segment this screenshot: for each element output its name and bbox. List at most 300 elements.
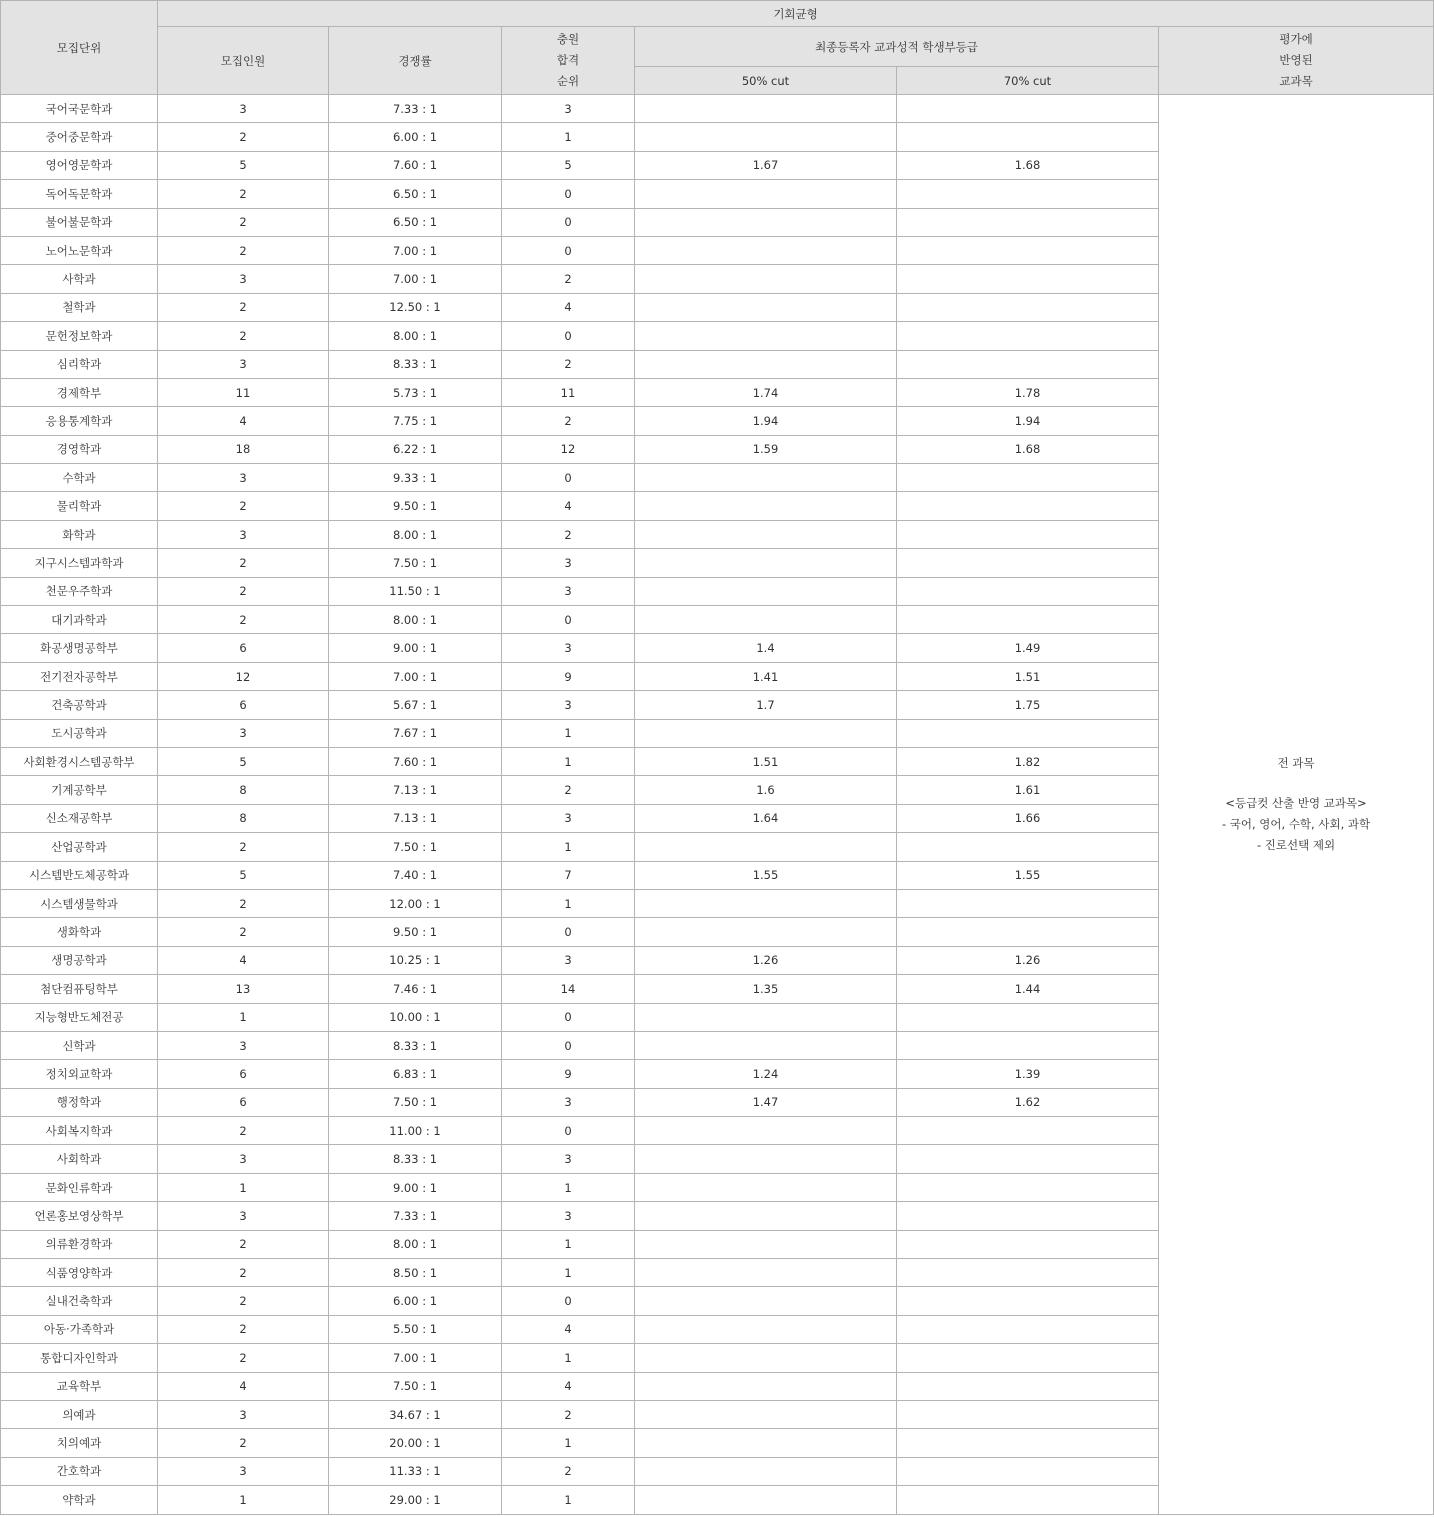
quota-cell: 1 <box>158 1486 329 1514</box>
rank-cell: 11 <box>502 378 635 406</box>
rank-cell: 4 <box>502 293 635 321</box>
quota-cell: 3 <box>158 1145 329 1173</box>
header-rank-line3: 순위 <box>556 74 580 88</box>
rank-cell: 7 <box>502 861 635 889</box>
quota-cell: 2 <box>158 918 329 946</box>
quota-cell: 3 <box>158 350 329 378</box>
quota-cell: 12 <box>158 662 329 690</box>
unit-cell: 전기전자공학부 <box>1 662 158 690</box>
cut50-cell <box>635 1400 897 1428</box>
cut70-cell <box>897 1287 1159 1315</box>
cut70-cell <box>897 520 1159 548</box>
unit-cell: 철학과 <box>1 293 158 321</box>
ratio-cell: 29.00 : 1 <box>329 1486 502 1514</box>
rank-cell: 2 <box>502 350 635 378</box>
ratio-cell: 8.50 : 1 <box>329 1259 502 1287</box>
cut50-cell <box>635 1344 897 1372</box>
ratio-cell: 7.50 : 1 <box>329 833 502 861</box>
rank-cell: 1 <box>502 833 635 861</box>
unit-cell: 지능형반도체전공 <box>1 1003 158 1031</box>
ratio-cell: 6.22 : 1 <box>329 435 502 463</box>
quota-cell: 3 <box>158 520 329 548</box>
cut70-cell <box>897 208 1159 236</box>
header-rank <box>502 27 635 95</box>
quota-cell: 3 <box>158 719 329 747</box>
unit-cell: 정치외교학과 <box>1 1060 158 1088</box>
ratio-cell: 9.50 : 1 <box>329 492 502 520</box>
quota-cell: 8 <box>158 776 329 804</box>
cut70-cell <box>897 1202 1159 1230</box>
cut70-cell: 1.61 <box>897 776 1159 804</box>
rank-cell: 3 <box>502 1145 635 1173</box>
cut50-cell <box>635 833 897 861</box>
cut70-cell <box>897 265 1159 293</box>
rank-cell: 2 <box>502 265 635 293</box>
unit-cell: 약학과 <box>1 1486 158 1514</box>
quota-cell: 2 <box>158 322 329 350</box>
cut70-cell: 1.68 <box>897 435 1159 463</box>
cut70-cell <box>897 1031 1159 1059</box>
cut70-cell: 1.68 <box>897 151 1159 179</box>
rank-cell: 3 <box>502 804 635 832</box>
unit-cell: 식품영양학과 <box>1 1259 158 1287</box>
ratio-cell: 6.00 : 1 <box>329 1287 502 1315</box>
cut70-cell: 1.62 <box>897 1088 1159 1116</box>
quota-cell: 3 <box>158 1457 329 1485</box>
ratio-cell: 8.33 : 1 <box>329 1145 502 1173</box>
unit-cell: 국어국문학과 <box>1 95 158 123</box>
quota-cell: 2 <box>158 180 329 208</box>
cut70-cell <box>897 606 1159 634</box>
rank-cell: 3 <box>502 634 635 662</box>
quota-cell: 1 <box>158 1003 329 1031</box>
unit-cell: 독어독문학과 <box>1 180 158 208</box>
cut70-cell <box>897 123 1159 151</box>
cut50-cell: 1.55 <box>635 861 897 889</box>
cut50-cell: 1.67 <box>635 151 897 179</box>
quota-cell: 13 <box>158 975 329 1003</box>
ratio-cell: 6.50 : 1 <box>329 180 502 208</box>
rank-cell: 0 <box>502 180 635 208</box>
quota-cell: 2 <box>158 606 329 634</box>
rank-cell: 4 <box>502 1372 635 1400</box>
unit-cell: 산업공학과 <box>1 833 158 861</box>
cut50-cell <box>635 1117 897 1145</box>
unit-cell: 사회복지학과 <box>1 1117 158 1145</box>
cut70-cell: 1.66 <box>897 804 1159 832</box>
cut50-cell <box>635 549 897 577</box>
cut50-cell <box>635 208 897 236</box>
cut50-cell <box>635 1372 897 1400</box>
unit-cell: 불어불문학과 <box>1 208 158 236</box>
cut50-cell: 1.74 <box>635 378 897 406</box>
rank-cell: 0 <box>502 1117 635 1145</box>
quota-cell: 2 <box>158 208 329 236</box>
quota-cell: 2 <box>158 577 329 605</box>
cut50-cell <box>635 492 897 520</box>
quota-cell: 6 <box>158 691 329 719</box>
cut70-cell <box>897 719 1159 747</box>
cut70-cell <box>897 1259 1159 1287</box>
cut70-cell <box>897 1173 1159 1201</box>
ratio-cell: 7.50 : 1 <box>329 1088 502 1116</box>
unit-cell: 천문우주학과 <box>1 577 158 605</box>
rank-cell: 2 <box>502 776 635 804</box>
cut50-cell: 1.51 <box>635 747 897 775</box>
rank-cell: 0 <box>502 464 635 492</box>
rank-cell: 1 <box>502 1429 635 1457</box>
ratio-cell: 7.60 : 1 <box>329 151 502 179</box>
rank-cell: 1 <box>502 889 635 917</box>
ratio-cell: 9.00 : 1 <box>329 1173 502 1201</box>
ratio-cell: 8.00 : 1 <box>329 1230 502 1258</box>
header-group-title: 기회균형 <box>158 1 1434 27</box>
quota-cell: 3 <box>158 265 329 293</box>
unit-cell: 의류환경학과 <box>1 1230 158 1258</box>
header-cut50: 50% cut <box>635 67 897 95</box>
cut50-cell: 1.35 <box>635 975 897 1003</box>
quota-cell: 3 <box>158 1031 329 1059</box>
cut70-cell <box>897 1003 1159 1031</box>
cut70-cell <box>897 1117 1159 1145</box>
unit-cell: 사학과 <box>1 265 158 293</box>
rank-cell: 3 <box>502 549 635 577</box>
subjects-note-cell <box>1159 95 1434 1515</box>
cut50-cell <box>635 918 897 946</box>
cut70-cell <box>897 549 1159 577</box>
cut70-cell: 1.78 <box>897 378 1159 406</box>
quota-cell: 2 <box>158 236 329 264</box>
cut50-cell <box>635 520 897 548</box>
rank-cell: 3 <box>502 1202 635 1230</box>
unit-cell: 생화학과 <box>1 918 158 946</box>
ratio-cell: 5.73 : 1 <box>329 378 502 406</box>
rank-cell: 0 <box>502 236 635 264</box>
unit-cell: 노어노문학과 <box>1 236 158 264</box>
unit-cell: 의예과 <box>1 1400 158 1428</box>
cut50-cell <box>635 1486 897 1514</box>
ratio-cell: 10.25 : 1 <box>329 946 502 974</box>
rank-cell: 0 <box>502 1287 635 1315</box>
unit-cell: 사회환경시스템공학부 <box>1 747 158 775</box>
cut50-cell <box>635 606 897 634</box>
rank-cell: 1 <box>502 1259 635 1287</box>
quota-cell: 5 <box>158 151 329 179</box>
header-subjects-line1: 평가에 <box>1279 32 1313 46</box>
unit-cell: 대기과학과 <box>1 606 158 634</box>
cut50-cell <box>635 322 897 350</box>
header-cut70: 70% cut <box>897 67 1159 95</box>
unit-cell: 경영학과 <box>1 435 158 463</box>
ratio-cell: 11.50 : 1 <box>329 577 502 605</box>
cut50-cell: 1.41 <box>635 662 897 690</box>
rank-cell: 12 <box>502 435 635 463</box>
quota-cell: 1 <box>158 1173 329 1201</box>
unit-cell: 화학과 <box>1 520 158 548</box>
ratio-cell: 20.00 : 1 <box>329 1429 502 1457</box>
unit-cell: 응용통계학과 <box>1 407 158 435</box>
cut70-cell <box>897 1486 1159 1514</box>
cut70-cell <box>897 464 1159 492</box>
cut70-cell <box>897 350 1159 378</box>
quota-cell: 3 <box>158 95 329 123</box>
header-subjects-line3: 교과목 <box>1279 74 1313 88</box>
unit-cell: 생명공학과 <box>1 946 158 974</box>
unit-cell: 물리학과 <box>1 492 158 520</box>
ratio-cell: 7.46 : 1 <box>329 975 502 1003</box>
ratio-cell: 10.00 : 1 <box>329 1003 502 1031</box>
unit-cell: 심리학과 <box>1 350 158 378</box>
cut70-cell: 1.39 <box>897 1060 1159 1088</box>
ratio-cell: 11.33 : 1 <box>329 1457 502 1485</box>
cut70-cell: 1.44 <box>897 975 1159 1003</box>
unit-cell: 화공생명공학부 <box>1 634 158 662</box>
ratio-cell: 9.50 : 1 <box>329 918 502 946</box>
quota-cell: 5 <box>158 747 329 775</box>
ratio-cell: 7.75 : 1 <box>329 407 502 435</box>
unit-cell: 교육학부 <box>1 1372 158 1400</box>
rank-cell: 1 <box>502 1486 635 1514</box>
ratio-cell: 7.33 : 1 <box>329 95 502 123</box>
rank-cell: 1 <box>502 1230 635 1258</box>
cut50-cell <box>635 889 897 917</box>
cut50-cell <box>635 1145 897 1173</box>
rank-cell: 0 <box>502 606 635 634</box>
unit-cell: 신소재공학부 <box>1 804 158 832</box>
quota-cell: 5 <box>158 861 329 889</box>
cut70-cell <box>897 1372 1159 1400</box>
ratio-cell: 5.50 : 1 <box>329 1315 502 1343</box>
cut50-cell <box>635 95 897 123</box>
ratio-cell: 7.00 : 1 <box>329 265 502 293</box>
ratio-cell: 9.00 : 1 <box>329 634 502 662</box>
unit-cell: 도시공학과 <box>1 719 158 747</box>
quota-cell: 2 <box>158 1344 329 1372</box>
cut70-cell <box>897 1315 1159 1343</box>
unit-cell: 아동·가족학과 <box>1 1315 158 1343</box>
quota-cell: 6 <box>158 1060 329 1088</box>
quota-cell: 2 <box>158 492 329 520</box>
quota-cell: 2 <box>158 123 329 151</box>
ratio-cell: 5.67 : 1 <box>329 691 502 719</box>
ratio-cell: 12.50 : 1 <box>329 293 502 321</box>
rank-cell: 1 <box>502 747 635 775</box>
cut50-cell <box>635 1202 897 1230</box>
rank-cell: 0 <box>502 322 635 350</box>
cut50-cell <box>635 464 897 492</box>
header-rank-line2: 합격 <box>556 53 580 67</box>
header-rank-line1: 충원 <box>556 32 580 46</box>
ratio-cell: 9.33 : 1 <box>329 464 502 492</box>
unit-cell: 수학과 <box>1 464 158 492</box>
rank-cell: 1 <box>502 1344 635 1372</box>
quota-cell: 4 <box>158 1372 329 1400</box>
unit-cell: 중어중문학과 <box>1 123 158 151</box>
rank-cell: 1 <box>502 719 635 747</box>
ratio-cell: 6.50 : 1 <box>329 208 502 236</box>
cut70-cell: 1.55 <box>897 861 1159 889</box>
subjects-note-line2: - 국어, 영어, 수학, 사회, 과학 <box>1221 816 1371 831</box>
unit-cell: 시스템반도체공학과 <box>1 861 158 889</box>
unit-cell: 영어영문학과 <box>1 151 158 179</box>
ratio-cell: 7.33 : 1 <box>329 1202 502 1230</box>
quota-cell: 2 <box>158 833 329 861</box>
subjects-note-gap <box>1159 774 1433 793</box>
rank-cell: 0 <box>502 208 635 236</box>
quota-cell: 6 <box>158 1088 329 1116</box>
quota-cell: 2 <box>158 1259 329 1287</box>
cut70-cell <box>897 492 1159 520</box>
table-row <box>1 95 1434 123</box>
cut70-cell <box>897 322 1159 350</box>
unit-cell: 사회학과 <box>1 1145 158 1173</box>
unit-cell: 문화인류학과 <box>1 1173 158 1201</box>
ratio-cell: 7.13 : 1 <box>329 804 502 832</box>
ratio-cell: 7.00 : 1 <box>329 662 502 690</box>
header-unit: 모집단위 <box>1 1 158 95</box>
header-subjects <box>1159 27 1434 95</box>
cut70-cell: 1.82 <box>897 747 1159 775</box>
quota-cell: 8 <box>158 804 329 832</box>
ratio-cell: 6.83 : 1 <box>329 1060 502 1088</box>
cut70-cell <box>897 1344 1159 1372</box>
rank-cell: 3 <box>502 946 635 974</box>
quota-cell: 11 <box>158 378 329 406</box>
cut70-cell: 1.75 <box>897 691 1159 719</box>
cut70-cell: 1.49 <box>897 634 1159 662</box>
cut50-cell: 1.6 <box>635 776 897 804</box>
cut50-cell <box>635 719 897 747</box>
ratio-cell: 11.00 : 1 <box>329 1117 502 1145</box>
ratio-cell: 8.33 : 1 <box>329 1031 502 1059</box>
cut50-cell: 1.24 <box>635 1060 897 1088</box>
header-grade: 최종등록자 교과성적 학생부등급 <box>635 27 1159 67</box>
rank-cell: 3 <box>502 1088 635 1116</box>
cut50-cell <box>635 1031 897 1059</box>
ratio-cell: 8.33 : 1 <box>329 350 502 378</box>
rank-cell: 3 <box>502 95 635 123</box>
cut50-cell <box>635 180 897 208</box>
unit-cell: 경제학부 <box>1 378 158 406</box>
quota-cell: 2 <box>158 1315 329 1343</box>
cut70-cell <box>897 236 1159 264</box>
cut50-cell: 1.26 <box>635 946 897 974</box>
unit-cell: 기계공학부 <box>1 776 158 804</box>
cut70-cell: 1.51 <box>897 662 1159 690</box>
unit-cell: 간호학과 <box>1 1457 158 1485</box>
cut70-cell <box>897 918 1159 946</box>
ratio-cell: 7.50 : 1 <box>329 1372 502 1400</box>
cut50-cell: 1.94 <box>635 407 897 435</box>
rank-cell: 0 <box>502 1031 635 1059</box>
cut50-cell <box>635 1315 897 1343</box>
unit-cell: 지구시스템과학과 <box>1 549 158 577</box>
cut50-cell <box>635 123 897 151</box>
subjects-note-line3: - 진로선택 제외 <box>1256 837 1336 852</box>
unit-cell: 통합디자인학과 <box>1 1344 158 1372</box>
cut50-cell: 1.4 <box>635 634 897 662</box>
ratio-cell: 7.67 : 1 <box>329 719 502 747</box>
rank-cell: 9 <box>502 1060 635 1088</box>
ratio-cell: 8.00 : 1 <box>329 606 502 634</box>
header-quota: 모집인원 <box>158 27 329 95</box>
cut50-cell <box>635 1003 897 1031</box>
cut50-cell: 1.59 <box>635 435 897 463</box>
header-subjects-line2: 반영된 <box>1279 53 1313 67</box>
cut50-cell <box>635 1429 897 1457</box>
cut50-cell <box>635 1173 897 1201</box>
unit-cell: 문헌정보학과 <box>1 322 158 350</box>
table-body <box>1 95 1434 1515</box>
unit-cell: 행정학과 <box>1 1088 158 1116</box>
rank-cell: 9 <box>502 662 635 690</box>
subjects-note-line1: <등급컷 산출 반영 교과목> <box>1225 795 1367 810</box>
quota-cell: 2 <box>158 293 329 321</box>
cut70-cell: 1.26 <box>897 946 1159 974</box>
unit-cell: 실내건축학과 <box>1 1287 158 1315</box>
cut50-cell <box>635 577 897 605</box>
cut70-cell <box>897 833 1159 861</box>
ratio-cell: 34.67 : 1 <box>329 1400 502 1428</box>
rank-cell: 1 <box>502 1173 635 1201</box>
ratio-cell: 8.00 : 1 <box>329 322 502 350</box>
ratio-cell: 8.00 : 1 <box>329 520 502 548</box>
cut50-cell <box>635 1287 897 1315</box>
quota-cell: 2 <box>158 549 329 577</box>
quota-cell: 2 <box>158 1287 329 1315</box>
ratio-cell: 7.50 : 1 <box>329 549 502 577</box>
rank-cell: 5 <box>502 151 635 179</box>
rank-cell: 2 <box>502 1457 635 1485</box>
ratio-cell: 7.60 : 1 <box>329 747 502 775</box>
rank-cell: 2 <box>502 1400 635 1428</box>
rank-cell: 1 <box>502 123 635 151</box>
unit-cell: 첨단컴퓨팅학부 <box>1 975 158 1003</box>
quota-cell: 2 <box>158 1429 329 1457</box>
unit-cell: 신학과 <box>1 1031 158 1059</box>
quota-cell: 3 <box>158 464 329 492</box>
cut50-cell: 1.7 <box>635 691 897 719</box>
ratio-cell: 6.00 : 1 <box>329 123 502 151</box>
cut50-cell <box>635 350 897 378</box>
cut70-cell <box>897 1457 1159 1485</box>
cut70-cell <box>897 1429 1159 1457</box>
rank-cell: 4 <box>502 492 635 520</box>
cut70-cell <box>897 577 1159 605</box>
ratio-cell: 7.00 : 1 <box>329 1344 502 1372</box>
cut50-cell <box>635 1259 897 1287</box>
cut70-cell: 1.94 <box>897 407 1159 435</box>
rank-cell: 3 <box>502 691 635 719</box>
quota-cell: 3 <box>158 1400 329 1428</box>
quota-cell: 4 <box>158 407 329 435</box>
unit-cell: 치의예과 <box>1 1429 158 1457</box>
quota-cell: 2 <box>158 889 329 917</box>
ratio-cell: 12.00 : 1 <box>329 889 502 917</box>
rank-cell: 0 <box>502 1003 635 1031</box>
cut50-cell: 1.64 <box>635 804 897 832</box>
cut70-cell <box>897 1145 1159 1173</box>
rank-cell: 14 <box>502 975 635 1003</box>
cut50-cell: 1.47 <box>635 1088 897 1116</box>
ratio-cell: 7.00 : 1 <box>329 236 502 264</box>
cut70-cell <box>897 1230 1159 1258</box>
cut70-cell <box>897 1400 1159 1428</box>
cut70-cell <box>897 95 1159 123</box>
unit-cell: 시스템생물학과 <box>1 889 158 917</box>
quota-cell: 2 <box>158 1117 329 1145</box>
rank-cell: 2 <box>502 520 635 548</box>
